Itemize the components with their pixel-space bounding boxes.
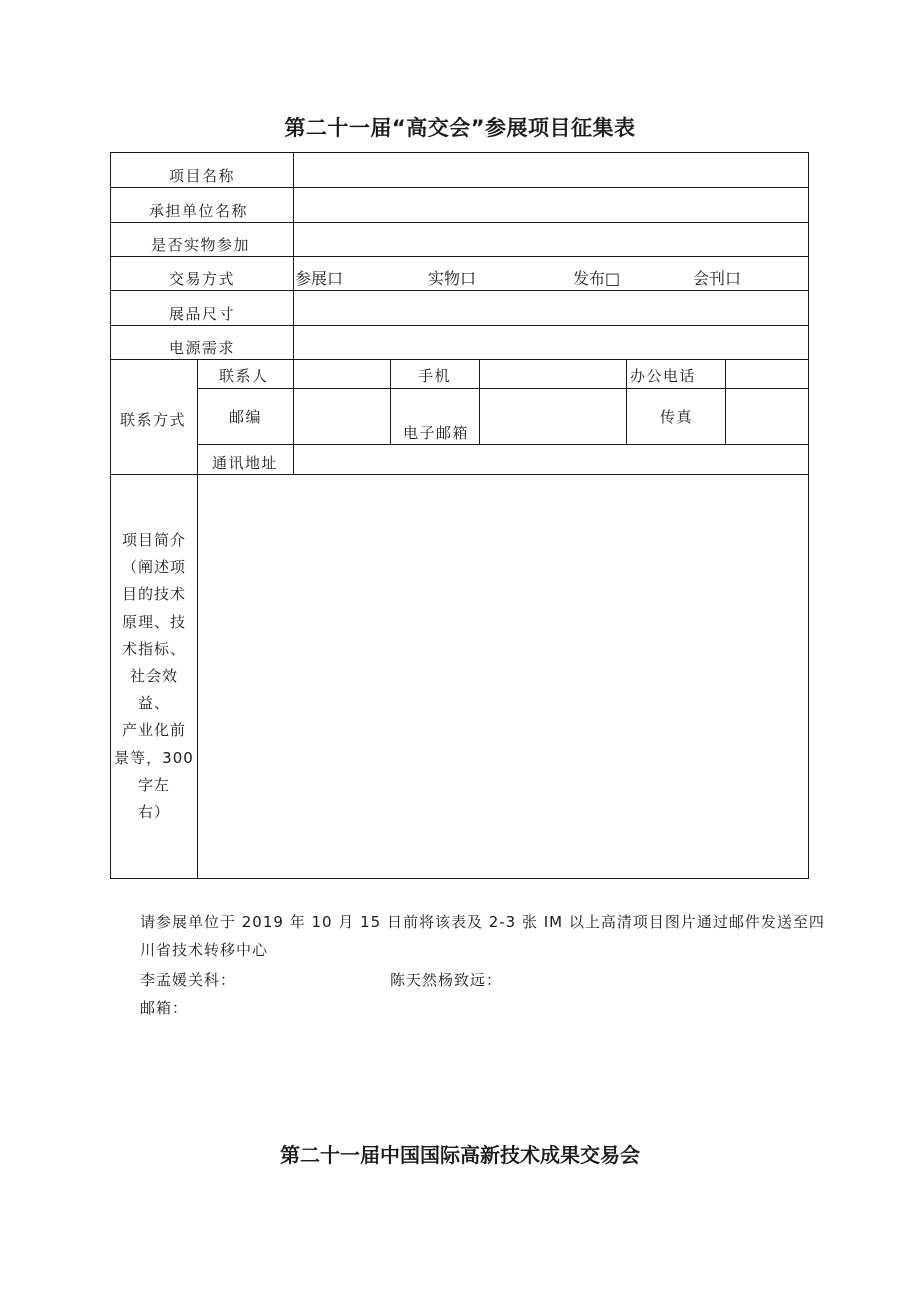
contact-person-a: 李孟媛关科： bbox=[140, 971, 237, 989]
intro-label-line: 景等，300 bbox=[114, 748, 194, 767]
intro-label-line: 右） bbox=[137, 803, 170, 822]
row-divider bbox=[111, 290, 808, 291]
column-divider bbox=[479, 359, 480, 444]
trade-option-catalog[interactable]: 会刊口 bbox=[693, 269, 742, 288]
intro-label-line: 目的技术 bbox=[121, 585, 186, 604]
power-requirement-label: 电源需求 bbox=[169, 339, 236, 357]
project-form-table bbox=[110, 152, 809, 879]
email-label: 电子邮箱 bbox=[403, 424, 470, 442]
exhibit-size-label: 展品尺寸 bbox=[169, 305, 236, 323]
column-divider bbox=[293, 153, 294, 359]
column-divider bbox=[725, 359, 726, 444]
mailing-address-label: 通讯地址 bbox=[212, 454, 279, 472]
intro-label-line: 原理、技 bbox=[121, 612, 186, 631]
column-divider bbox=[390, 359, 391, 444]
row-divider bbox=[111, 325, 808, 326]
trade-option-release[interactable]: 发布□ bbox=[573, 269, 621, 288]
row-divider bbox=[111, 187, 808, 188]
intro-label-line: （阐述项 bbox=[121, 558, 186, 577]
physical-exhibit-label: 是否实物参加 bbox=[151, 236, 251, 254]
column-divider bbox=[626, 359, 627, 444]
row-divider bbox=[111, 474, 808, 475]
trade-option-exhibit[interactable]: 参展口 bbox=[295, 269, 344, 288]
postcode-label: 邮编 bbox=[229, 408, 263, 426]
contact-person-b: 陈天然杨致远： bbox=[390, 971, 503, 989]
row-divider bbox=[111, 222, 808, 223]
row-divider bbox=[111, 256, 808, 257]
row-divider bbox=[111, 359, 808, 360]
row-divider bbox=[197, 388, 808, 389]
trade-mode-label: 交易方式 bbox=[169, 270, 236, 288]
undertaking-unit-label: 承担单位名称 bbox=[149, 202, 249, 220]
intro-label-line: 项目简介 bbox=[121, 531, 186, 549]
contact-person-label: 联系人 bbox=[219, 367, 269, 385]
intro-label-line: 产业化前 bbox=[121, 721, 186, 740]
project-name-label: 项目名称 bbox=[169, 167, 236, 185]
form-title: 第二十一届“高交会”参展项目征集表 bbox=[284, 116, 636, 140]
intro-label-line: 术指标、 bbox=[121, 639, 186, 658]
trade-option-physical[interactable]: 实物口 bbox=[428, 269, 477, 288]
contact-method-label: 联系方式 bbox=[120, 411, 187, 429]
mobile-label: 手机 bbox=[418, 367, 452, 385]
column-divider bbox=[293, 359, 294, 474]
intro-label-line: 社会效 bbox=[129, 667, 178, 686]
fax-label: 传真 bbox=[660, 408, 694, 426]
office-phone-label: 办公电话 bbox=[630, 367, 697, 385]
submission-note-line1: 请参展单位于 2019 年 10 月 15 日前将该表及 2-3 张 IM 以上高清项目图片通过邮件发送至四 bbox=[140, 913, 825, 931]
footer-event-name: 第二十一届中国国际高新技术成果交易会 bbox=[280, 1143, 640, 1167]
submission-note-line2: 川省技术转移中心 bbox=[140, 941, 269, 959]
intro-label-line: 字左 bbox=[137, 775, 170, 794]
project-intro-label bbox=[111, 527, 197, 826]
contact-email: 邮箱： bbox=[140, 999, 189, 1017]
column-divider bbox=[197, 359, 198, 878]
row-divider bbox=[197, 444, 808, 445]
intro-label-line: 益、 bbox=[137, 694, 170, 713]
